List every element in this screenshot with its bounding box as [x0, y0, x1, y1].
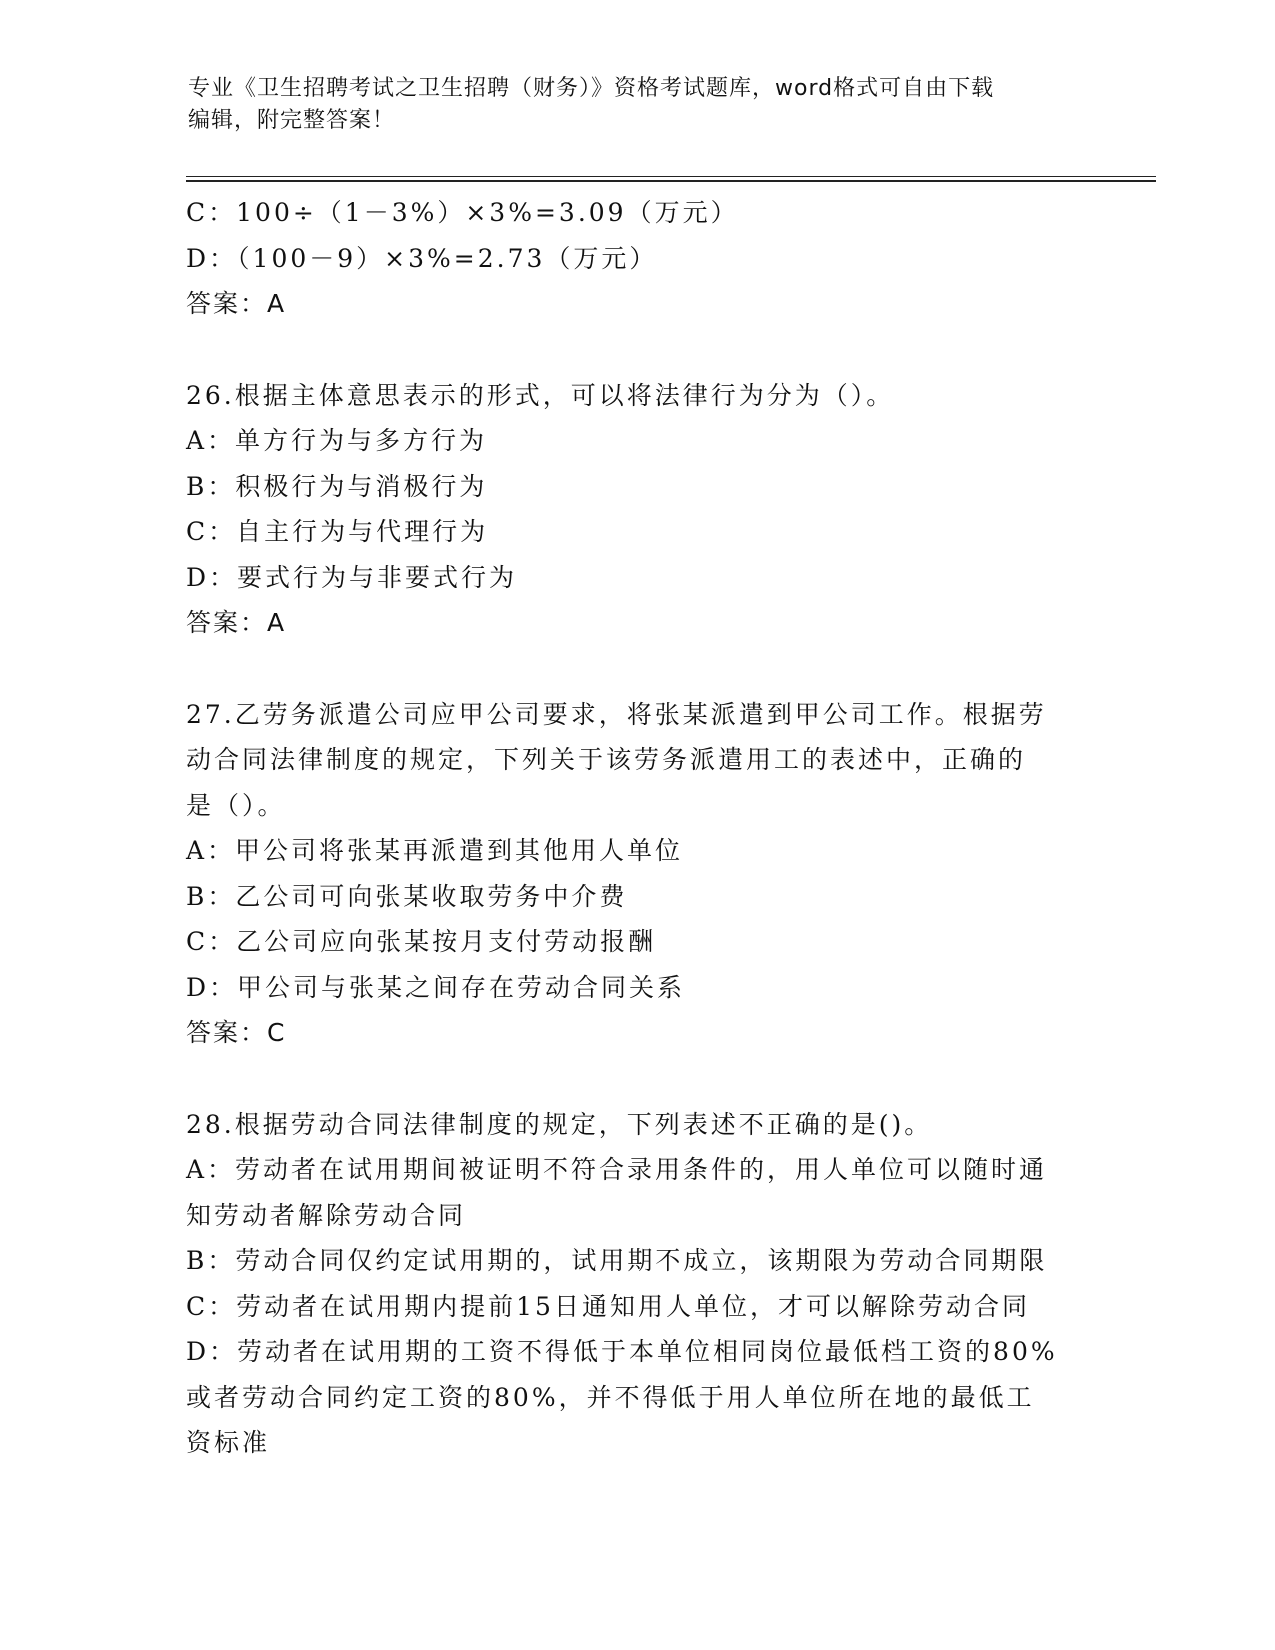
header-divider-thick [186, 180, 1156, 182]
option-d: D：（100－9）×3%=2.73（万元） [186, 243, 658, 273]
option-c: C：乙公司应向张某按月支付劳动报酬 [186, 927, 657, 956]
question-stem-line-2: 动合同法律制度的规定，下列关于该劳务派遣用工的表述中，正确的 [186, 745, 1027, 774]
option-d-line-3: 资标准 [186, 1428, 271, 1457]
question-stem-line-3: 是（）。 [186, 790, 286, 820]
option-a-line-1: A：劳动者在试用期间被证明不符合录用条件的，用人单位可以随时通 [186, 1155, 1048, 1184]
question-26 [186, 373, 1086, 646]
option-d: D：要式行为与非要式行为 [186, 562, 518, 592]
header-divider-thin [186, 176, 1156, 177]
question-stem-line-1: 27.乙劳务派遣公司应甲公司要求，将张某派遣到甲公司工作。根据劳 [186, 699, 1047, 729]
question-spacer [186, 327, 1086, 373]
option-a: A：单方行为与多方行为 [186, 426, 488, 455]
question-25 [186, 190, 1086, 327]
answer-line: 答案：A [186, 289, 287, 318]
option-a: A：甲公司将张某再派遣到其他用人单位 [186, 836, 684, 865]
header-line-1: 专业《卫生招聘考试之卫生招聘（财务）》资格考试题库，word格式可自由下载 [188, 76, 995, 101]
question-27 [186, 692, 1086, 1056]
answer-line: 答案：A [186, 608, 287, 637]
option-c: C：100÷（1－3%）×3%=3.09（万元） [186, 198, 739, 227]
answer-line: 答案：C [186, 1018, 287, 1047]
option-b: B：乙公司可向张某收取劳务中介费 [186, 881, 628, 911]
option-b: B：积极行为与消极行为 [186, 471, 488, 501]
question-list [186, 190, 1086, 1466]
question-spacer [186, 646, 1086, 692]
option-b: B：劳动合同仅约定试用期的，试用期不成立，该期限为劳动合同期限 [186, 1246, 1048, 1275]
question-28 [186, 1102, 1086, 1466]
option-d: D：甲公司与张某之间存在劳动合同关系 [186, 972, 686, 1002]
question-spacer [186, 1056, 1086, 1102]
option-d-line-1: D：劳动者在试用期的工资不得低于本单位相同岗位最低档工资的80% [186, 1337, 1058, 1366]
option-c: C：劳动者在试用期内提前15日通知用人单位，才可以解除劳动合同 [186, 1291, 1030, 1321]
question-stem: 26.根据主体意思表示的形式，可以将法律行为分为（）。 [186, 380, 895, 410]
option-c: C：自主行为与代理行为 [186, 517, 489, 546]
option-a-line-2: 知劳动者解除劳动合同 [186, 1200, 467, 1230]
document-header [188, 73, 1088, 137]
option-d-line-2: 或者劳动合同约定工资的80%，并不得低于用人单位所在地的最低工 [186, 1382, 1035, 1412]
question-stem: 28.根据劳动合同法律制度的规定，下列表述不正确的是()。 [186, 1109, 933, 1139]
header-line-2: 编辑，附完整答案！ [188, 108, 396, 133]
